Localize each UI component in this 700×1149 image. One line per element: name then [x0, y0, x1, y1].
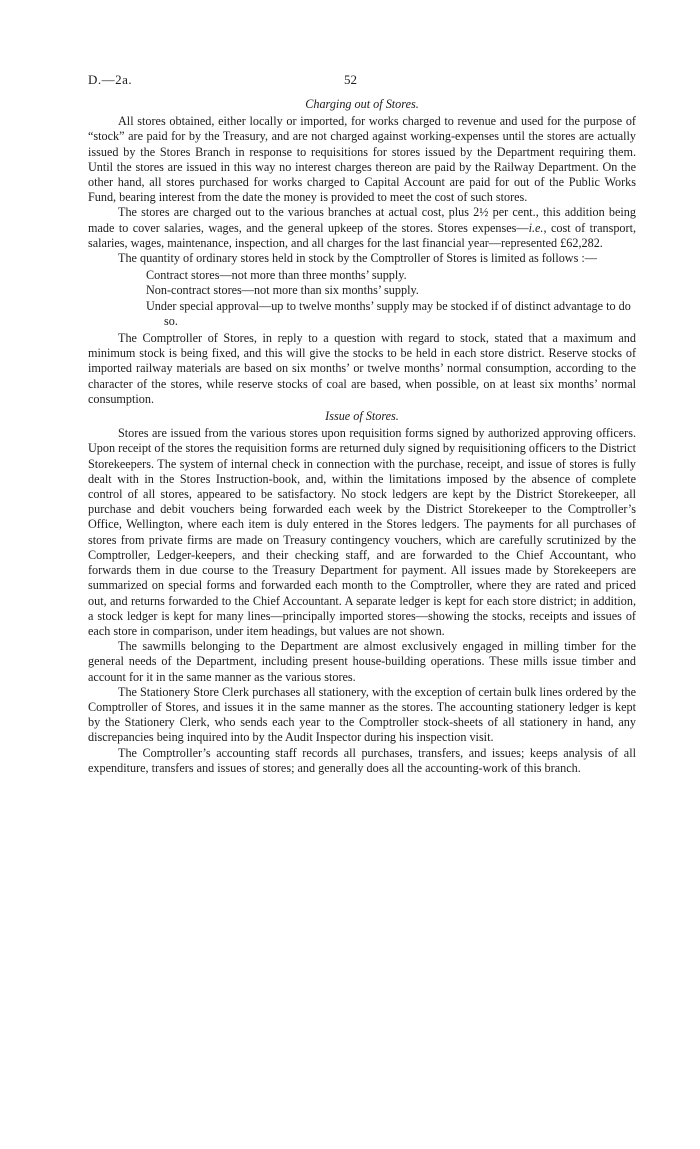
section-heading-charging: Charging out of Stores. [305, 97, 419, 111]
page-number: 52 [344, 72, 357, 87]
paragraph-text: The stores are charged out to the various branches at actual cost, plus 2½ per cent., this addition being made to cover salaries, wages, and the general upkeep of the stores. Stores expenses— [88, 205, 636, 235]
document-reference: D.—2a. [88, 72, 133, 87]
list-item: Under special approval—up to twelve months’ supply may be stocked if of distinct advantage to do so. [146, 298, 631, 328]
paragraph: The sawmills belonging to the Department are almost exclusively engaged in milling timber for the general needs of the Department, including present house-building operations. These mills issue timber and account for it in the same manner as the various stores. [88, 639, 636, 684]
document-body [88, 95, 636, 776]
paragraph-italic: i.e. [528, 220, 544, 235]
paragraph [88, 205, 636, 251]
paragraph: The quantity of ordinary stores held in stock by the Comptroller of Stores is limited as follows :— [118, 251, 597, 266]
paragraph: The Comptroller’s accounting staff records all purchases, transfers, and issues; keeps analysis of all expenditure, transfers and issues of stores; and generally does all the accounting-work of this branch. [88, 745, 636, 775]
paragraph: Stores are issued from the various stores upon requisition forms signed by authorized approving officers. Upon receipt of the stores the requisition forms are returned duly signed by requisitioning officers to the District Storekeepers. The system of internal check in connection with the purchase, receipt, and issue of stores is fully dealt with in the Stores Instruction-book, and, within the limitations imposed by the absence of complete control of all stores, appeared to be satisfactory. No stock ledgers are kept by the District Storekeeper, all purchase and debit vouchers being forwarded each week by the District Storekeeper to the Comptroller’s Office, Wellington, where each item is duly entered in the Stores ledgers. The payments for all purchases of stores from private firms are made on Treasury contingency vouchers, which are carefully scrutinized by the Comptroller, Ledger-keepers, and their checking staff, and are forwarded to the Chief Accountant, who forwards them in due course to the Treasury Department for payment. All issues made by Storekeepers are summarized on special forms and forwarded each month to the Comptroller, where they are rated and priced out, and returns forwarded to the Chief Accountant. A separate ledger is kept for each store district; in addition, a stock ledger is kept for many lines—principally imported stores—showing the stocks, receipts and issues of each store in comparison, under item headings, but values are not shown. [88, 426, 636, 638]
paragraph: The Comptroller of Stores, in reply to a question with regard to stock, stated that a maximum and minimum stock is being fixed, and this will give the stocks to be held in each store district. Reserve stocks of imported railway materials are based on six months’ or twelve months’ normal consumption, according to the character of the stores, while reserve stocks of coal are based, when possible, on at least six months’ normal consumption. [88, 331, 636, 406]
stock-limits-list [146, 268, 636, 329]
paragraph: The Stationery Store Clerk purchases all stationery, with the exception of certain bulk lines ordered by the Comptroller of Stores, and issues it in the same manner as the stores. The accounting stationery ledger is kept by the Stationery Clerk, who sends each year to the Comptroller stock-sheets of all stationery in hand, any discrepancies being inquired into by the Audit Inspector during his inspection visit. [88, 684, 636, 745]
paragraph: All stores obtained, either locally or imported, for works charged to revenue and used for the purpose of “stock” are paid for by the Treasury, and are not charged against working-expenses until the stores are actually issued by the Stores Branch in response to requisitions for stores issued by the Department requiring them. Until the stores are issued in this way no interest charges thereon are paid by the Railway Department. On the other hand, all stores purchased for works charged to Capital Account are paid for out of the Public Works Fund, bearing interest from the date the money is provided to meet the cost of such stores. [88, 114, 636, 205]
paragraph-text: , cost of transport, salaries, wages, maintenance, inspection, and all charges for the last financial year—represented £62,282. [88, 220, 636, 250]
list-item: Non-contract stores—not more than six months’ supply. [146, 283, 419, 298]
section-heading-issue: Issue of Stores. [325, 409, 399, 424]
list-item: Contract stores—not more than three months’ supply. [146, 268, 407, 283]
